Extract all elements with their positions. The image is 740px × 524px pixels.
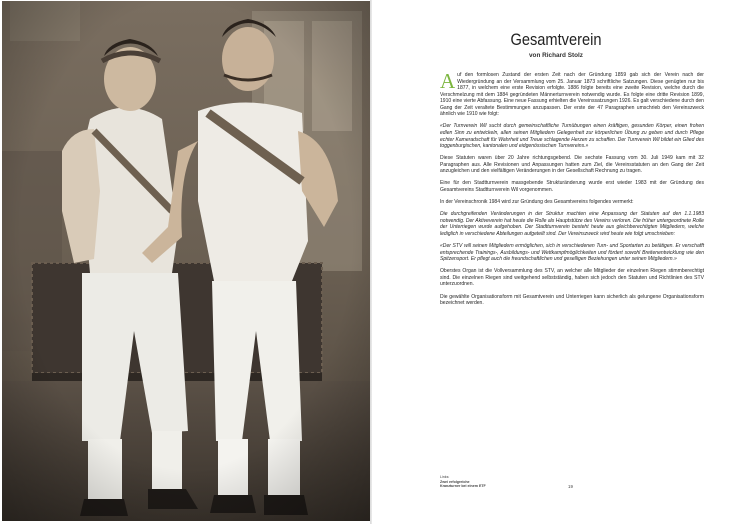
caption-line: Kranzturner bei einem ETF [440,484,486,489]
drop-cap: A [440,69,456,93]
quote-paragraph: «Der Turnverein Wil sucht durch gemeinschaftliche Turnübungen einen kräftigen, gesunden Körper, einen frohen edlen Sinn zu entwickeln, allen seinen Mitgliedern Gelegenheit zur körperlichen Übung zu geben und durch Pflege echter Kameradschaft für Wahrheit und Treue schlagende Herzen zu schaffen. Der Turnverein Wil bildet ein Glied des toggenburgischen, kantonalen und eidgenössischen Turnvereins.» [440,123,704,150]
historic-photo-two-gymnasts [2,1,370,521]
paragraph-text: uf den formlosen Zustand der ersten Zeit nach der Gründung 1859 gab sich der Verein nach der Wiedergründung an der Versammlung vom 25. Januar 1873 schriftliche Satzungen. Diese genügten nur bis 1877, in welchem eine erste Revision erfolgte. 1886 folgte bereits eine zweite Revision, welche durch die Verschmelzung mit dem 1884 gegründeten Männerturnverein notwendig wurde. Es folgte eine dritte Revision 1899, 1910 eine vierte Abfassung. Eine neue Fassung erhielten die Vereinssatzungen 1926. Es galt verschiedene durch den Gang der Zeit veraltete Bestimmungen anzupassen. Der erste der 47 Paragraphen umschrieb den Vereinszweck ähnlich wie 1910 wie folgt: [440,72,704,118]
article-body [440,69,704,312]
article-byline: von Richard Stolz [529,52,583,59]
paragraph: Oberstes Organ ist die Vollversammlung des STV, an welcher alle Mitglieder der einzelnen Riegen stimmberechtigt sind. Die einzelnen Riegen sind weitgehend selbstständig, haben sich jedoch den Statuten und Richtlinien des STV unterzuordnen. [440,268,704,288]
paragraph: Eine für den Stadtturnverein massgebende Strukturänderung wurde erst wieder 1983 mit der Gründung des Gesamtvereins Stadtturnverein Wil vorgenommen. [440,180,704,193]
text-page [372,0,740,524]
paragraph: In der Vereinschronik 1984 wird zur Gründung des Gesamtvereins folgendes vermerkt: [440,199,634,206]
paragraph: Die gewählte Organisationsform mit Gesamtverein und Unterriegen kann sicherlich als gelungene Organisationsform bezeichnet werden. [440,293,704,307]
quote-paragraph: «Der STV will seinen Mitgliedern ermöglichen, sich in verschiedenen Turn- und Sportarten zu betätigen. Er verschafft entsprechende Trainings-, Ausbildungs- und Wettkampfmöglichkeiten und fördert sowohl Breitenentwicklung wie den Spitzensport. Er pflegt auch die freundschaftlichen und geselligen Beziehungen unter seinen Mitgliedern.» [440,243,704,263]
paragraph: Diese Statuten waren über 20 Jahre richtungsgebend. Die sechste Fassung vom 30. Juli 1949 kam mit 32 Paragraphen aus. Alle Revisionen und Anpassungen hatten zum Ziel, die Vereinsstatuten an den Gang der Zeit anzugleichen und den vielfältigen Veränderungen in der Gesellschaft Rechnung zu tragen. [440,155,704,175]
quote-paragraph: Die durchgreifenden Veränderungen in der Struktur machten eine Anpassung der Statuten auf den 1.1.1983 notwendig. Der Aktiveverein hat heute die Rolle als Hauptstütze des Vereins verloren. Die früher untergeordnete Rolle der Unterriegen wurde aufgehoben. Der Stadtturnverein besteht heute aus gleichberechtigten Mitgliedern, welche lediglich in verschiedene Abteilungen aufgeteilt sind. Der Vereinszweck wird heute wie folgt umschrieben: [440,211,704,237]
caption-label: Links: [440,475,450,479]
photo-caption [440,475,500,489]
caption-line: Zwei erfolgreiche [440,479,470,484]
paragraph [440,69,704,118]
photo-illustration [2,1,370,521]
article-title: Gesamtverein [510,30,602,49]
page-number: 19 [568,484,573,489]
